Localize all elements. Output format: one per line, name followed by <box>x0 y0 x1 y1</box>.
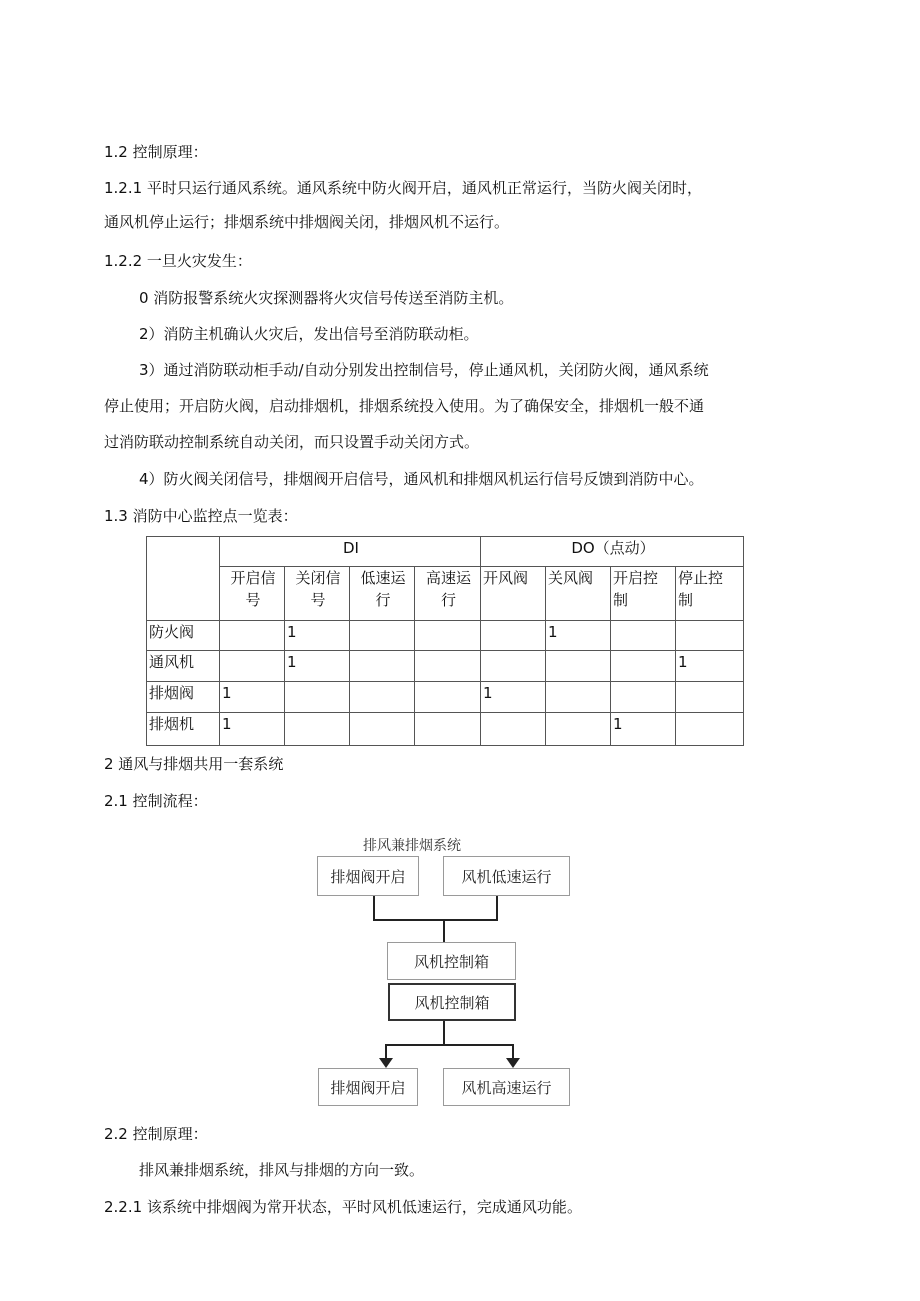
table-cell <box>546 682 611 713</box>
table-column-header-text: 关风阀 <box>548 569 594 587</box>
table-column-header-text: 号 <box>245 591 261 609</box>
table-cell <box>350 713 415 746</box>
table-cell: 1 <box>481 682 546 713</box>
heading-1-2: 1.2 控制原理： <box>104 143 208 161</box>
flow-title: 排风兼排烟系统 <box>363 838 461 854</box>
table-cell <box>481 713 546 746</box>
flow-connector <box>373 919 498 921</box>
table-cell: 1 <box>220 713 285 746</box>
flow-box-fan-control-box-1: 风机控制箱 <box>387 942 516 980</box>
table-cell <box>415 682 481 713</box>
flow-box-fan-control-box-2: 风机控制箱 <box>388 983 516 1021</box>
flow-connector <box>443 920 445 942</box>
table-cell <box>350 621 415 651</box>
table-cell <box>481 621 546 651</box>
table-cell <box>611 621 676 651</box>
table-column-header-text <box>483 589 545 611</box>
table-row-label: 防火阀 <box>147 621 220 651</box>
table-cell <box>676 682 744 713</box>
table-cell: 1 <box>676 651 744 682</box>
flow-box-fan-low-speed: 风机低速运行 <box>443 856 570 896</box>
list-item-2: 2）消防主机确认火灾后，发出信号至消防联动柜。 <box>139 325 479 343</box>
table-column-header-text: 制 <box>678 591 694 609</box>
flow-connector <box>496 896 498 920</box>
table-column-header-text: 制 <box>613 591 629 609</box>
table-cell: 1 <box>285 621 350 651</box>
flow-connector <box>373 896 375 920</box>
list-item-3-line3: 过消防联动控制系统自动关闭，而只设置手动关闭方式。 <box>104 433 480 451</box>
list-item-4: 4）防火阀关闭信号，排烟阀开启信号，通风机和排烟风机运行信号反馈到消防中心。 <box>139 470 704 488</box>
heading-1-3: 1.3 消防中心监控点一览表： <box>104 507 298 525</box>
table-cell <box>611 682 676 713</box>
table-column-header-text: 行 <box>440 591 456 609</box>
monitoring-table <box>146 536 744 746</box>
table-group-do: DO（点动） <box>481 537 744 567</box>
table-cell <box>415 621 481 651</box>
table-cell <box>676 713 744 746</box>
flow-connector <box>385 1044 514 1046</box>
table-cell: 1 <box>285 651 350 682</box>
table-cell <box>350 682 415 713</box>
table-cell <box>350 651 415 682</box>
table-cell <box>611 651 676 682</box>
paragraph-1-2-1-line1: 1.2.1 平时只运行通风系统。通风系统中防火阀开启，通风机正常运行，当防火阀关闭时， <box>104 179 702 197</box>
table-cell: 1 <box>611 713 676 746</box>
list-item-3-line1: 3）通过消防联动柜手动/自动分别发出控制信号，停止通风机，关闭防火阀，通风系统 <box>139 361 709 379</box>
heading-1-2-2: 1.2.2 一旦火灾发生： <box>104 252 252 270</box>
heading-2-2: 2.2 控制原理： <box>104 1125 208 1143</box>
table-cell <box>415 651 481 682</box>
table-cell <box>285 713 350 746</box>
flow-connector <box>443 1021 445 1045</box>
table-cell <box>481 651 546 682</box>
table-row <box>147 621 744 651</box>
paragraph-2-2-1: 2.2.1 该系统中排烟阀为常开状态，平时风机低速运行，完成通风功能。 <box>104 1198 582 1216</box>
paragraph-2-2: 排风兼排烟系统，排风与排烟的方向一致。 <box>139 1161 425 1179</box>
flow-box-fan-high-speed: 风机高速运行 <box>443 1068 570 1106</box>
table-row-label: 排烟机 <box>147 713 220 746</box>
table-column-header-text: 高速运 <box>425 569 471 587</box>
table-cell <box>220 651 285 682</box>
list-item-1: 0 消防报警系统火灾探测器将火灾信号传送至消防主机。 <box>139 289 514 307</box>
table-row <box>147 713 744 746</box>
table-row-label: 通风机 <box>147 651 220 682</box>
table-cell <box>546 713 611 746</box>
table-column-header-text: 开启信 <box>230 569 276 587</box>
table-column-header <box>676 567 744 621</box>
table-column-header-text: 号 <box>310 591 326 609</box>
table-cell <box>676 621 744 651</box>
table-row <box>147 651 744 682</box>
table-row <box>147 682 744 713</box>
list-item-3-line2: 停止使用；开启防火阀，启动排烟机，排烟系统投入使用。为了确保安全，排烟机一般不通 <box>104 397 705 415</box>
table-group-di: DI <box>220 537 481 567</box>
table-column-header-text: 开风阀 <box>483 569 529 587</box>
table-cell <box>220 621 285 651</box>
table-column-header-text: 行 <box>375 591 391 609</box>
table-corner-cell <box>147 537 220 621</box>
table-row-label: 排烟阀 <box>147 682 220 713</box>
arrow-down-icon <box>379 1058 393 1068</box>
table-column-header-text: 关闭信 <box>295 569 341 587</box>
table-column-header-text: 停止控 <box>678 569 724 587</box>
table-column-header <box>611 567 676 621</box>
table-column-header <box>285 567 350 621</box>
table-column-header <box>350 567 415 621</box>
heading-2: 2 通风与排烟共用一套系统 <box>104 755 284 773</box>
table-column-header-text: 开启控 <box>613 569 659 587</box>
table-cell <box>285 682 350 713</box>
table-column-header-text: 低速运 <box>360 569 406 587</box>
table-column-header-text <box>548 589 610 611</box>
table-cell: 1 <box>546 621 611 651</box>
paragraph-1-2-1-line2: 通风机停止运行；排烟系统中排烟阀关闭，排烟风机不运行。 <box>104 213 510 231</box>
heading-2-1: 2.1 控制流程： <box>104 792 208 810</box>
flow-box-smoke-valve-open-top: 排烟阀开启 <box>317 856 419 896</box>
table-cell: 1 <box>220 682 285 713</box>
table-column-header <box>220 567 285 621</box>
table-column-header <box>481 567 546 621</box>
arrow-down-icon <box>506 1058 520 1068</box>
table-column-header <box>415 567 481 621</box>
table-cell <box>415 713 481 746</box>
table-cell <box>546 651 611 682</box>
table-column-header <box>546 567 611 621</box>
flow-box-smoke-valve-open-bottom: 排烟阀开启 <box>318 1068 418 1106</box>
